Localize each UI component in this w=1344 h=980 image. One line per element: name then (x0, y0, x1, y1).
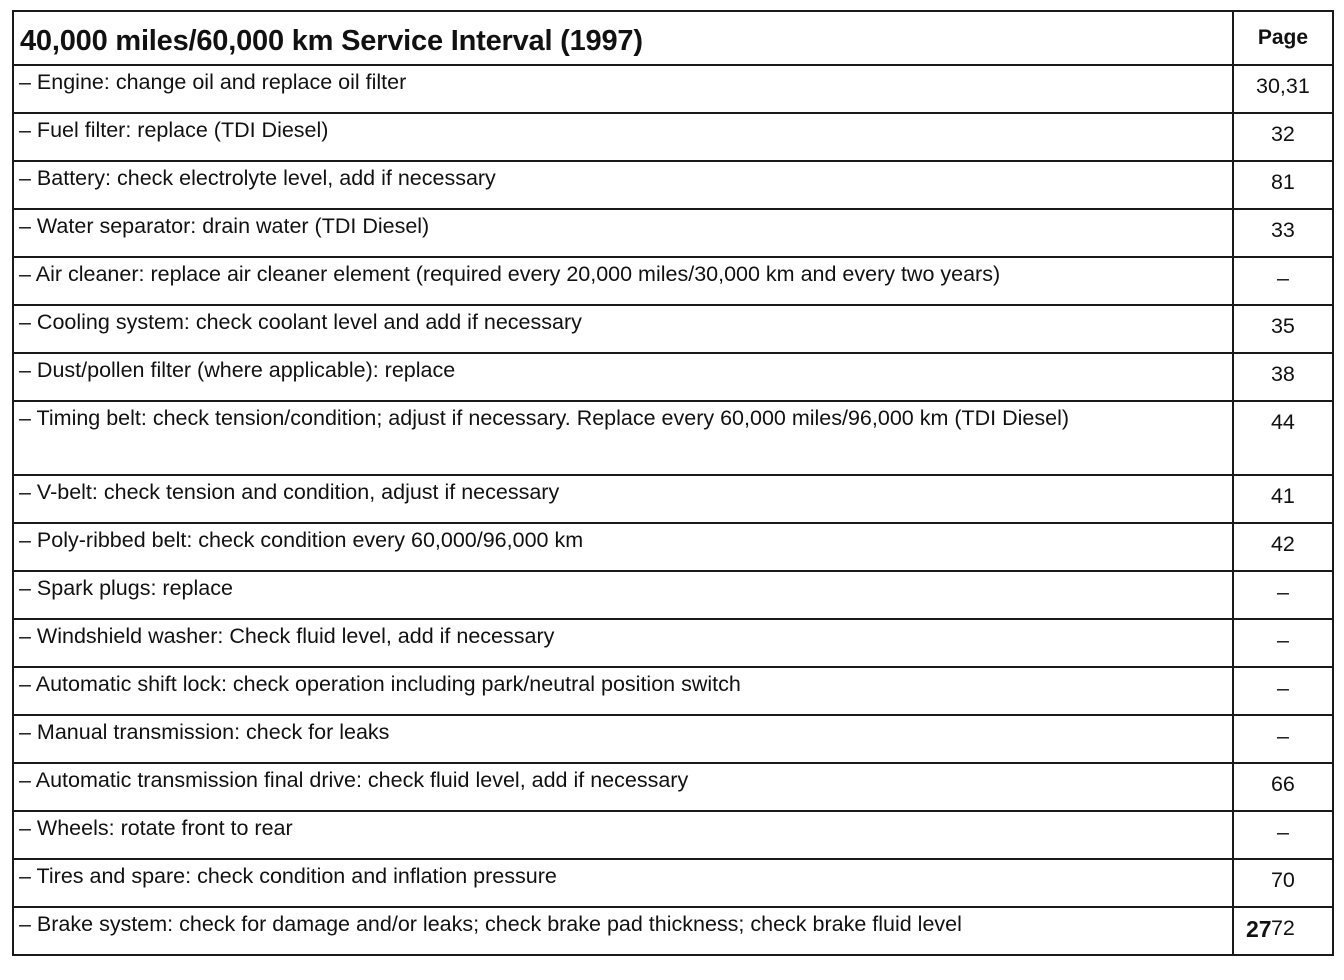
service-item: – Tires and spare: check condition and inflation pressure (13, 859, 1233, 907)
page-reference: – (1233, 619, 1333, 667)
service-item: – Air cleaner: replace air cleaner element (required every 20,000 miles/30,000 km and every two years) (13, 257, 1233, 305)
table-header-row (13, 11, 1333, 65)
table-row (13, 257, 1333, 305)
table-row (13, 907, 1333, 955)
table-row (13, 161, 1333, 209)
service-item: – Water separator: drain water (TDI Diesel) (13, 209, 1233, 257)
table-row (13, 209, 1333, 257)
page-reference: – (1233, 811, 1333, 859)
table-row (13, 401, 1333, 475)
service-item: – V-belt: check tension and condition, adjust if necessary (13, 475, 1233, 523)
table-row (13, 571, 1333, 619)
service-item: – Dust/pollen filter (where applicable): replace (13, 353, 1233, 401)
page-reference: 72 (1233, 907, 1333, 955)
service-item: – Engine: change oil and replace oil filter (13, 65, 1233, 113)
service-item: – Windshield washer: Check fluid level, add if necessary (13, 619, 1233, 667)
page-reference: 32 (1233, 113, 1333, 161)
service-item: – Fuel filter: replace (TDI Diesel) (13, 113, 1233, 161)
table-row (13, 859, 1333, 907)
service-item: – Manual transmission: check for leaks (13, 715, 1233, 763)
page-reference: 33 (1233, 209, 1333, 257)
service-item: – Battery: check electrolyte level, add if necessary (13, 161, 1233, 209)
page-reference: – (1233, 715, 1333, 763)
page-reference: 35 (1233, 305, 1333, 353)
table-row (13, 113, 1333, 161)
service-item: – Automatic transmission final drive: check fluid level, add if necessary (13, 763, 1233, 811)
page-reference: 38 (1233, 353, 1333, 401)
table-row (13, 305, 1333, 353)
page-reference: 41 (1233, 475, 1333, 523)
service-item: – Timing belt: check tension/condition; adjust if necessary. Replace every 60,000 miles/96,000 km (TDI Diesel) (13, 401, 1233, 475)
table-row (13, 715, 1333, 763)
page-reference: – (1233, 667, 1333, 715)
table-row (13, 523, 1333, 571)
service-item: – Cooling system: check coolant level and add if necessary (13, 305, 1233, 353)
page-number: 27 (1246, 916, 1272, 942)
page-reference: – (1233, 257, 1333, 305)
page-reference: 42 (1233, 523, 1333, 571)
page-reference: 70 (1233, 859, 1333, 907)
service-item: – Brake system: check for damage and/or leaks; check brake pad thickness; check brake fluid level (13, 907, 1233, 955)
table-row (13, 475, 1333, 523)
table-row (13, 667, 1333, 715)
service-item: – Automatic shift lock: check operation including park/neutral position switch (13, 667, 1233, 715)
table-row (13, 763, 1333, 811)
service-interval-table (12, 10, 1334, 956)
service-item: – Poly-ribbed belt: check condition every 60,000/96,000 km (13, 523, 1233, 571)
page-reference: – (1233, 571, 1333, 619)
table-row (13, 353, 1333, 401)
page-reference: 81 (1233, 161, 1333, 209)
table-row (13, 65, 1333, 113)
page-reference: 44 (1233, 401, 1333, 475)
table-row (13, 619, 1333, 667)
service-item: – Spark plugs: replace (13, 571, 1233, 619)
page-reference: 30,31 (1233, 65, 1333, 113)
table-row (13, 811, 1333, 859)
service-item: – Wheels: rotate front to rear (13, 811, 1233, 859)
page-reference: 66 (1233, 763, 1333, 811)
page-column-header: Page (1233, 11, 1333, 65)
table-title: 40,000 miles/60,000 km Service Interval (1997) (13, 11, 1233, 65)
